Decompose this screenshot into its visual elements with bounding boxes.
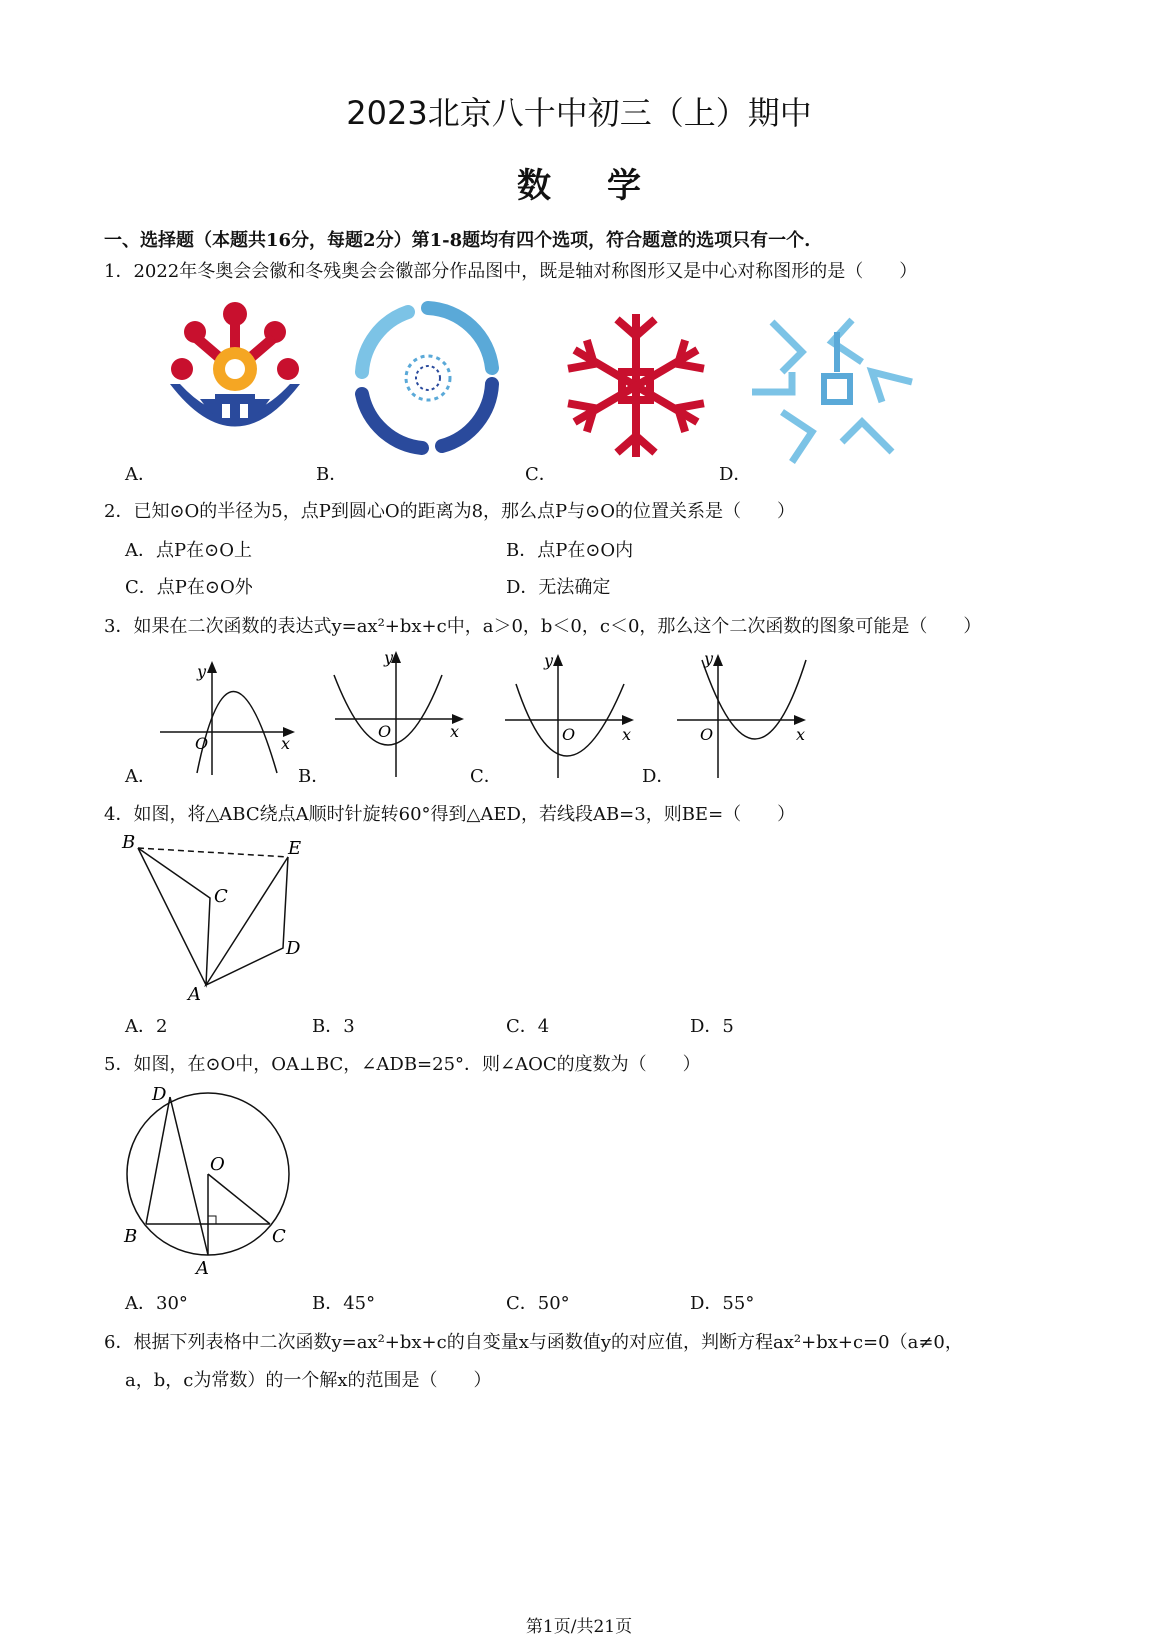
q2-option-d[interactable]: D．无法确定 bbox=[506, 577, 611, 598]
subject-title: 数学 bbox=[517, 166, 697, 206]
q3-option-a[interactable]: A． bbox=[125, 766, 156, 787]
q2-option-b[interactable]: B．点P在⊙O内 bbox=[506, 540, 634, 561]
question-4-stem: 4．如图，将△ABC绕点A顺时针旋转60°得到△AED，若线段AB=3，则BE=（ ） bbox=[104, 804, 796, 825]
q2-option-c[interactable]: C．点P在⊙O外 bbox=[125, 577, 253, 598]
graph-b-origin: O bbox=[378, 722, 392, 741]
question-6-stem-line2: a，b，c为常数）的一个解x的范围是（ ） bbox=[125, 1370, 492, 1391]
question-2-stem: 2．已知⊙O的半径为5，点P到圆心O的距离为8，那么点P与⊙O的位置关系是（ ） bbox=[104, 501, 796, 522]
q5-option-b[interactable]: B．45° bbox=[312, 1293, 376, 1314]
graph-d-y-label: y bbox=[704, 649, 714, 668]
graph-a-origin: O bbox=[195, 734, 209, 753]
page-number: 第1页/共21页 bbox=[525, 1617, 633, 1637]
graph-c-origin: O bbox=[562, 725, 576, 744]
q1-option-d[interactable]: D． bbox=[719, 464, 752, 485]
emblem-d-image bbox=[752, 312, 924, 474]
page-title: 2023北京八十中初三（上）期中 bbox=[346, 94, 812, 132]
q5-option-a[interactable]: A．30° bbox=[125, 1293, 188, 1314]
q4-point-c: C bbox=[214, 886, 228, 907]
graph-c-y-label: y bbox=[544, 651, 554, 670]
q4-figure bbox=[118, 830, 318, 1005]
q4-option-a[interactable]: A．2 bbox=[125, 1016, 168, 1037]
question-1-stem: 1．2022年冬奥会会徽和冬残奥会会徽部分作品图中，既是轴对称图形又是中心对称图形的是（ ） bbox=[104, 261, 918, 282]
graph-c-x-label: x bbox=[622, 725, 632, 744]
q5-point-o: O bbox=[210, 1154, 225, 1175]
q1-option-a[interactable]: A． bbox=[125, 464, 156, 485]
q5-option-d[interactable]: D．55° bbox=[690, 1293, 755, 1314]
graph-c bbox=[500, 648, 645, 780]
q5-point-b: B bbox=[124, 1226, 138, 1247]
graph-a-x-label: x bbox=[281, 734, 291, 753]
q3-option-b[interactable]: B． bbox=[298, 766, 330, 787]
q4-point-e: E bbox=[288, 838, 302, 859]
graph-b-y-label: y bbox=[384, 648, 394, 667]
graph-b bbox=[330, 645, 470, 780]
q3-option-c[interactable]: C． bbox=[470, 766, 502, 787]
q5-point-c: C bbox=[272, 1226, 286, 1247]
graph-d-x-label: x bbox=[796, 725, 806, 744]
q4-point-a: A bbox=[188, 984, 201, 1005]
q4-option-c[interactable]: C．4 bbox=[506, 1016, 550, 1037]
section-heading: 一、选择题（本题共16分，每题2分）第1-8题均有四个选项，符合题意的选项只有一个. bbox=[104, 230, 811, 251]
emblem-b-image bbox=[352, 298, 504, 458]
graph-d bbox=[672, 648, 817, 780]
graph-d-origin: O bbox=[700, 725, 714, 744]
question-3-stem: 3．如果在二次函数的表达式y=ax²+bx+c中，a＞0，b＜0，c＜0，那么这个二次函数的图象可能是（ ） bbox=[104, 616, 982, 637]
q4-point-d: D bbox=[286, 938, 301, 959]
question-5-stem: 5．如图，在⊙O中，OA⊥BC，∠ADB=25°．则∠AOC的度数为（ ） bbox=[104, 1054, 701, 1075]
q1-option-c[interactable]: C． bbox=[525, 464, 557, 485]
q4-option-b[interactable]: B．3 bbox=[312, 1016, 355, 1037]
q5-point-d: D bbox=[152, 1084, 167, 1105]
q4-point-b: B bbox=[122, 832, 136, 853]
q5-point-a: A bbox=[196, 1258, 209, 1277]
q2-option-a[interactable]: A．点P在⊙O上 bbox=[125, 540, 252, 561]
emblem-a-image bbox=[160, 294, 310, 454]
graph-a bbox=[155, 655, 300, 780]
q5-figure bbox=[118, 1082, 308, 1277]
q3-option-d[interactable]: D． bbox=[642, 766, 675, 787]
q4-option-d[interactable]: D．5 bbox=[690, 1016, 734, 1037]
graph-a-y-label: y bbox=[197, 662, 207, 681]
question-6-stem-line1: 6．根据下列表格中二次函数y=ax²+bx+c的自变量x与函数值y的对应值，判断方程ax²+bx+c=0（a≠0， bbox=[104, 1332, 963, 1353]
q1-option-b[interactable]: B． bbox=[316, 464, 348, 485]
graph-b-x-label: x bbox=[450, 722, 460, 741]
q5-option-c[interactable]: C．50° bbox=[506, 1293, 570, 1314]
emblem-c-image bbox=[560, 308, 712, 463]
